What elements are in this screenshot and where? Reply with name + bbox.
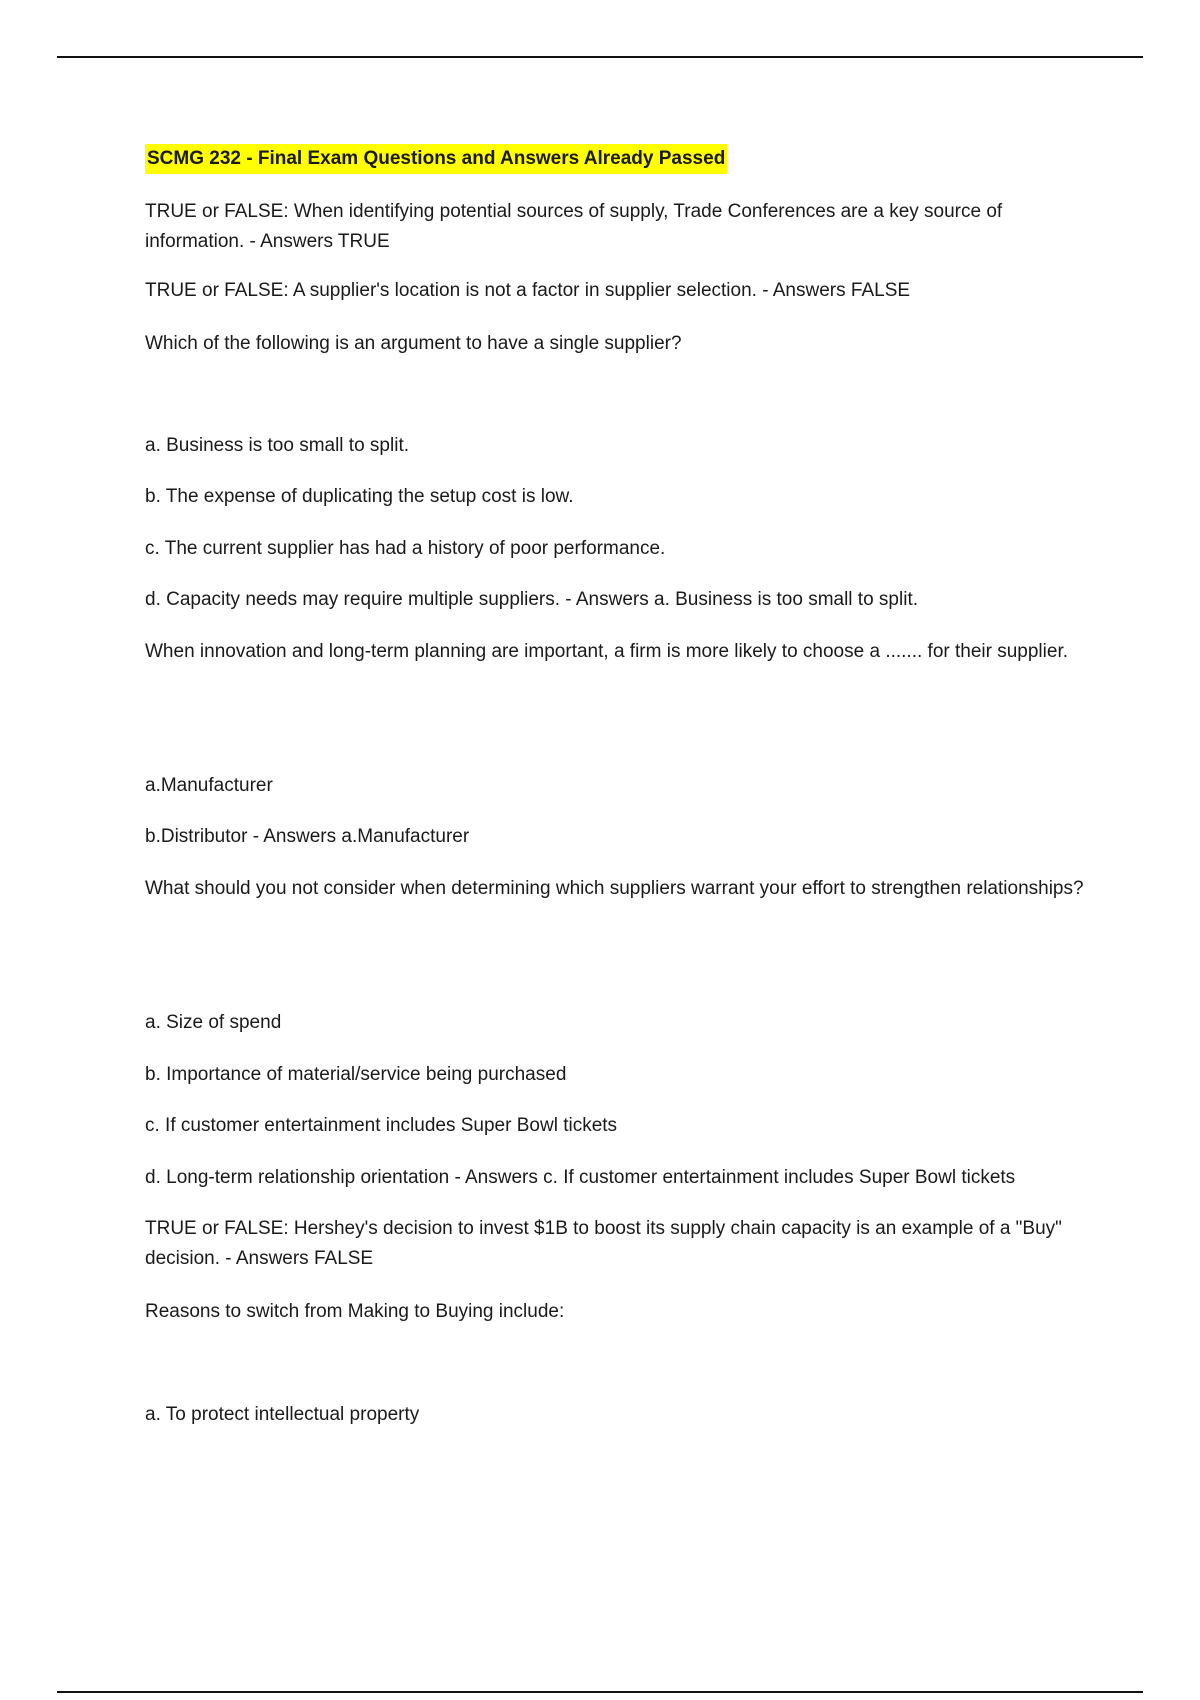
option-line: a. Size of spend [145,1012,282,1033]
question-3: Which of the following is an argument to have a single supplier? [145,333,682,354]
question-6: TRUE or FALSE: Hershey's decision to invest $1B to boost its supply chain capacity is an example of a "Buy" decision. - Answers FALSE [145,1218,1062,1269]
option-line: c. The current supplier has had a history of poor performance. [145,538,666,559]
option-line: c. If customer entertainment includes Super Bowl tickets [145,1115,618,1136]
option-line: a. To protect intellectual property [145,1404,420,1425]
footer-rule [57,1691,1143,1693]
question-1: TRUE or FALSE: When identifying potential sources of supply, Trade Conferences are a key source of information. - Answers TRUE [145,201,1003,252]
question-4: When innovation and long-term planning are important, a firm is more likely to choose a ....... for their supplier. [145,641,1069,662]
option-line: b. Importance of material/service being purchased [145,1064,567,1085]
question-5: What should you not consider when determining which suppliers warrant your effort to strengthen relationships? [145,878,1084,899]
header-rule [57,56,1143,58]
option-answer-line: d. Capacity needs may require multiple suppliers. - Answers a. Business is too small to split. [145,589,918,610]
option-answer-line: d. Long-term relationship orientation - Answers c. If customer entertainment includes Super Bowl tickets [145,1167,1016,1188]
question-7: Reasons to switch from Making to Buying include: [145,1301,565,1322]
document-title: SCMG 232 - Final Exam Questions and Answers Already Passed [145,144,727,174]
question-2: TRUE or FALSE: A supplier's location is not a factor in supplier selection. - Answers FALSE [145,280,911,301]
option-answer-line: b.Distributor - Answers a.Manufacturer [145,826,470,847]
option-line: b. The expense of duplicating the setup cost is low. [145,486,574,507]
option-line: a. Business is too small to split. [145,435,409,456]
option-line: a.Manufacturer [145,775,273,796]
